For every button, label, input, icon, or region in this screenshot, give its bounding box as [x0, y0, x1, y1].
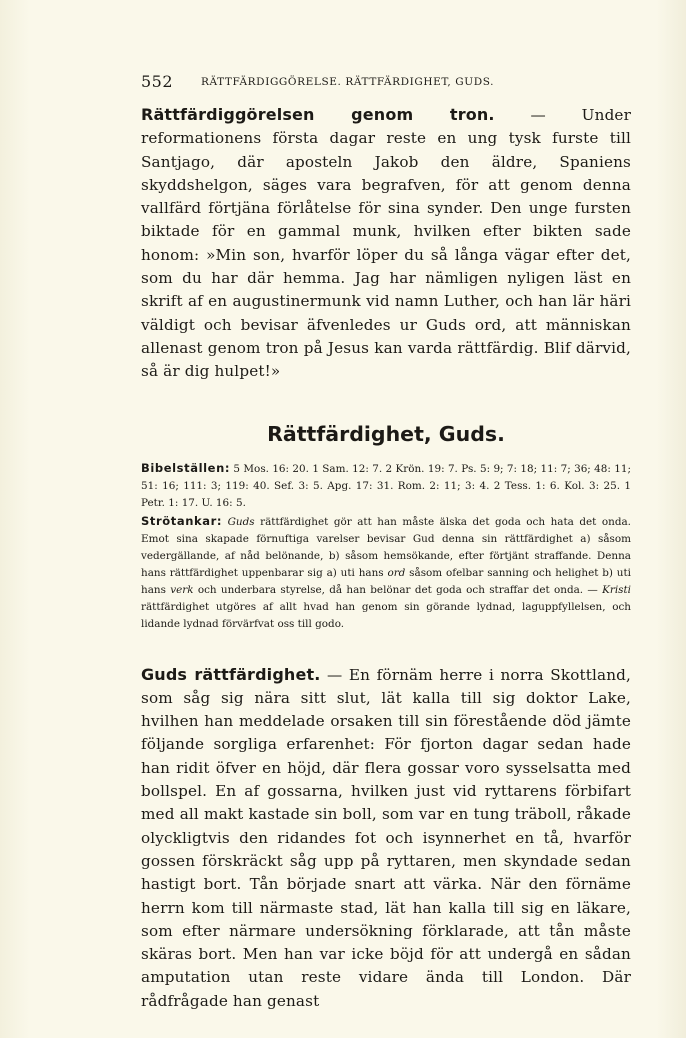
running-head: [141, 72, 631, 96]
strotankar-guds: Guds: [227, 515, 255, 528]
page-content: [141, 72, 631, 1013]
bibelstallen-label: Bibelställen:: [141, 460, 231, 475]
strotankar-kristi: Kristi: [602, 583, 631, 596]
section-title: Rättfärdighet, Guds.: [267, 421, 505, 446]
running-title: RÄTTFÄRDIGGÖRELSE. RÄTTFÄRDIGHET, GUDS.: [201, 76, 495, 88]
bibelstallen-text: 5 Mos. 16: 20. 1 Sam. 12: 7. 2 Krön. 19: 7. Ps. 5: 9; 7: 18; 11: 7; 36; 48: 11; 51: 16; 111: 3; 119: 40. Sef. 3: 5. Apg. 17: 31. Rom. 2: 11; 3: 4. 2 Tess. 1: 6. Kol. 3: 25. 1 Petr. 1: 17. U. 16: 5.: [141, 462, 631, 509]
strotankar-text-2: såsom ofelbar sanning och helighet b) uti hans: [141, 566, 631, 596]
strotankar-ord: ord: [387, 566, 406, 579]
article-title: Rättfärdiggörelsen genom tron.: [141, 105, 495, 124]
article-text: — Under reformationens första dagar reste en ung tysk furste till Santjago, där aposteln Jakob den äldre, Spaniens skyddshelgon, säges vara begrafven, för att genom denna vallfärd förtjäna förlåtelse för sina synder. Den unge fursten biktade för en gammal munk, hvilken efter bikten sade honom: »Min son, hvarför löper du så långa vägar efter det, som du har där hemma. Jag har nämligen nyligen läst en skrift af en augustinermunk vid namn Luther, och han lär häri väldigt och bevisar äfvenledes ur Guds ord, att människan allenast genom tron på Jesus kan varda rättfärdig. Blif därvid, så är dig hulpet!»: [141, 106, 631, 381]
strotankar-text-1: rättfärdighet gör att han måste älska det goda och hata det onda. Emot sina skapade förnuftiga varelser bevisar Gud denna sin rättfärdighet a) såsom vedergällande, af nåd belönande, b) såsom hemsökande, efter förtjänt straffande. Denna hans rättfärdighet uppenbarar sig a) uti hans: [141, 515, 631, 579]
article-rattfardiggorelsen: [141, 103, 631, 384]
strotankar-text-3: och underbara styrelse, då han belönar det goda och straffar det onda. —: [193, 583, 603, 596]
page-number: 552: [141, 72, 174, 91]
strotankar-paragraph: [141, 513, 631, 633]
strotankar-text-4: rättfärdighet utgöres af allt hvad han genom sin görande lydnad, laguppfyllelsen, och lidande lydnad förvärfvat oss till godo.: [141, 600, 631, 630]
article-title-2: Guds rättfärdighet.: [141, 664, 321, 684]
strotankar-verk: verk: [170, 583, 194, 596]
bibelstallen-paragraph: [141, 460, 631, 512]
article-guds-rattfardighet: [141, 663, 631, 1013]
strotankar-label: Strötankar:: [141, 513, 223, 528]
article-text-2: — En förnäm herre i norra Skottland, som såg sig nära sitt slut, lät kalla till sig doktor Lake, hvilhen han meddelade orsaken till sin förestående död jämte följande sorgliga erfarenhet: För fjorton dagar sedan hade han ridit öfver en höjd, där flera gossar voro sysselsatta med bollspel. En af gossarna, hvilken just vid ryttarens förbifart med all makt kastade sin boll, som var en tung träboll, råkade olyckligtvis den ridandes fot och isynnerhet en tå, hvarför gossen förskräckt såg upp på ryttaren, men skyndade sedan hastigt bort. Tån började snart att värka. När den förnäme herrn kom till närmaste stad, lät han kalla till sig en läkare, som efter närmare undersökning förklarade, att tån måste skäras bort. Men han var icke böjd för att undergå en sådan amputation utan reste vidare ända till London. Där rådfrågade han genast: [141, 665, 632, 1010]
